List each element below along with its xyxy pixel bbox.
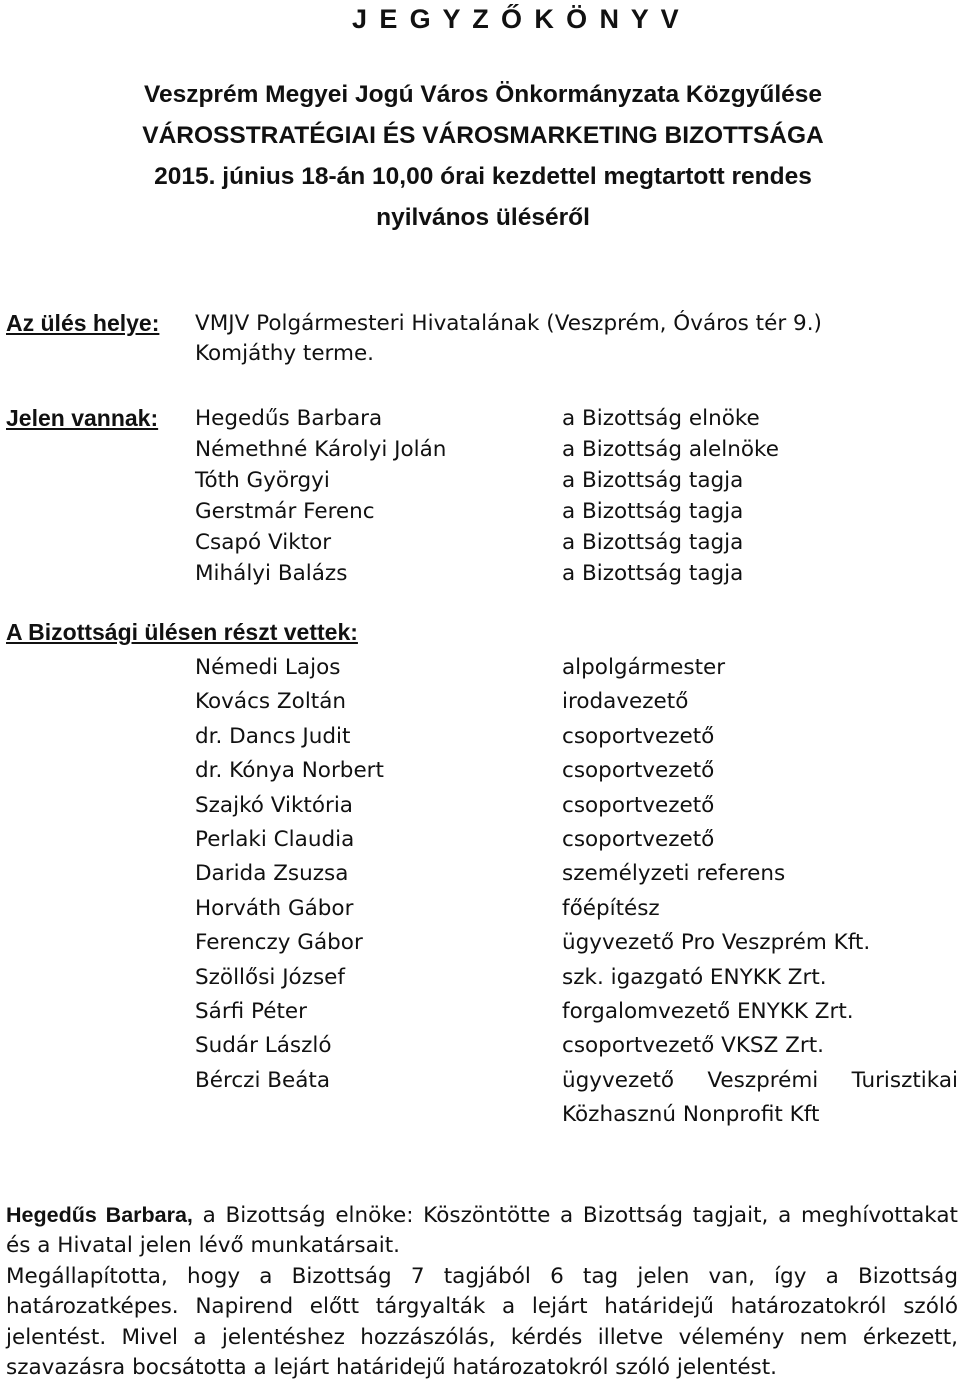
attendee-name: Sárfi Péter: [195, 998, 307, 1024]
attendee-role: csoportvezető: [562, 723, 715, 749]
attendee-name: Perlaki Claudia: [195, 826, 355, 852]
attendee-names: [195, 651, 384, 1098]
member-role: a Bizottság tagja: [562, 530, 744, 555]
attendee-name: Darida Zsuzsa: [195, 861, 349, 887]
attendee-role: alpolgármester: [562, 655, 726, 680]
attendee-name: Szöllősi József: [195, 964, 345, 990]
attendee-role: csoportvezető VKSZ Zrt.: [562, 1033, 824, 1059]
attendee-role: személyzeti referens: [562, 861, 786, 887]
present-label: Jelen vannak:: [6, 405, 159, 431]
member-role: a Bizottság tagja: [562, 561, 744, 586]
document-heading: [0, 74, 960, 238]
attendee-role: csoportvezető: [562, 792, 715, 818]
document-title: J E G Y Z Ő K Ö N Y V: [352, 4, 682, 34]
present-roles: [562, 403, 779, 589]
paragraph-1-text: a Bizottság elnöke: Köszöntötte a Bizottság tagjait, a meghívottakat és a Hivatal jelen lévő munkatársait.: [6, 1203, 958, 1259]
attendee-role-continued: Közhasznú Nonprofit Kft: [562, 1102, 820, 1128]
attendee-role: ügyvezető Veszprémi Turisztikai: [562, 1067, 958, 1093]
present-names: [195, 403, 446, 589]
speaker-name: Hegedűs Barbara,: [6, 1203, 193, 1227]
attendee-role: csoportvezető: [562, 826, 715, 852]
attendees-label: A Bizottsági ülésen részt vettek:: [6, 619, 358, 645]
member-name: Gerstmár Ferenc: [195, 499, 375, 524]
member-name: Hegedűs Barbara: [195, 406, 383, 431]
member-name: Csapó Viktor: [195, 530, 332, 555]
attendee-role: csoportvezető: [562, 758, 715, 784]
venue-label: Az ülés helye:: [6, 310, 160, 336]
attendee-name: dr. Kónya Norbert: [195, 758, 384, 784]
member-name: Némethné Károlyi Jolán: [195, 437, 447, 462]
attendee-role: forgalomvezető ENYKK Zrt.: [562, 998, 854, 1024]
heading-line-2: VÁROSSTRATÉGIAI ÉS VÁROSMARKETING BIZOTTSÁGA: [142, 122, 824, 149]
member-role: a Bizottság alelnöke: [562, 437, 779, 462]
member-role: a Bizottság tagja: [562, 499, 744, 524]
attendee-name: Sudár László: [195, 1033, 332, 1059]
venue-line-2: Komjáthy terme.: [195, 341, 375, 366]
minutes-paragraph-1: [6, 1200, 958, 1262]
minutes-paragraph-2: Megállapította, hogy a Bizottság 7 tagjából 6 tag jelen van, így a Bizottság határozatképes. Napirend előtt tárgyalták a lejárt határidejű határozatokról szóló jelentést. Mivel a jelentéshez hozzászólás, kérdés illetve vélemény nem érkezett, szavazásra bocsátotta a lejárt határidejű határozatokról szóló jelentést.: [6, 1263, 958, 1381]
member-name: Tóth Györgyi: [195, 468, 330, 493]
attendee-name: Ferenczy Gábor: [195, 930, 363, 956]
heading-line-1: Veszprém Megyei Jogú Város Önkormányzata Közgyűlése: [143, 81, 823, 108]
member-role: a Bizottság tagja: [562, 468, 744, 493]
attendee-role: irodavezető: [562, 689, 689, 715]
heading-line-4: nyilvános üléséről: [376, 204, 590, 231]
minutes-text: [6, 1200, 958, 1383]
venue-line-1: VMJV Polgármesteri Hivatalának (Veszprém, Óváros tér 9.): [195, 311, 822, 336]
attendee-name: Horváth Gábor: [195, 895, 354, 921]
attendee-role: főépítész: [562, 895, 660, 921]
attendee-name: Szajkó Viktória: [195, 792, 353, 818]
attendee-name: dr. Dancs Judit: [195, 723, 351, 749]
member-name: Mihályi Balázs: [195, 561, 348, 586]
attendee-name: Bérczi Beáta: [195, 1067, 331, 1093]
attendee-role: ügyvezető Pro Veszprém Kft.: [562, 930, 871, 956]
attendee-name: Némedi Lajos: [195, 655, 341, 680]
attendee-role: szk. igazgató ENYKK Zrt.: [562, 964, 827, 990]
heading-line-3: 2015. június 18-án 10,00 órai kezdettel megtartott rendes: [154, 163, 812, 190]
attendee-roles: [562, 651, 958, 1132]
attendee-name: Kovács Zoltán: [195, 689, 347, 715]
member-role: a Bizottság elnöke: [562, 406, 760, 431]
